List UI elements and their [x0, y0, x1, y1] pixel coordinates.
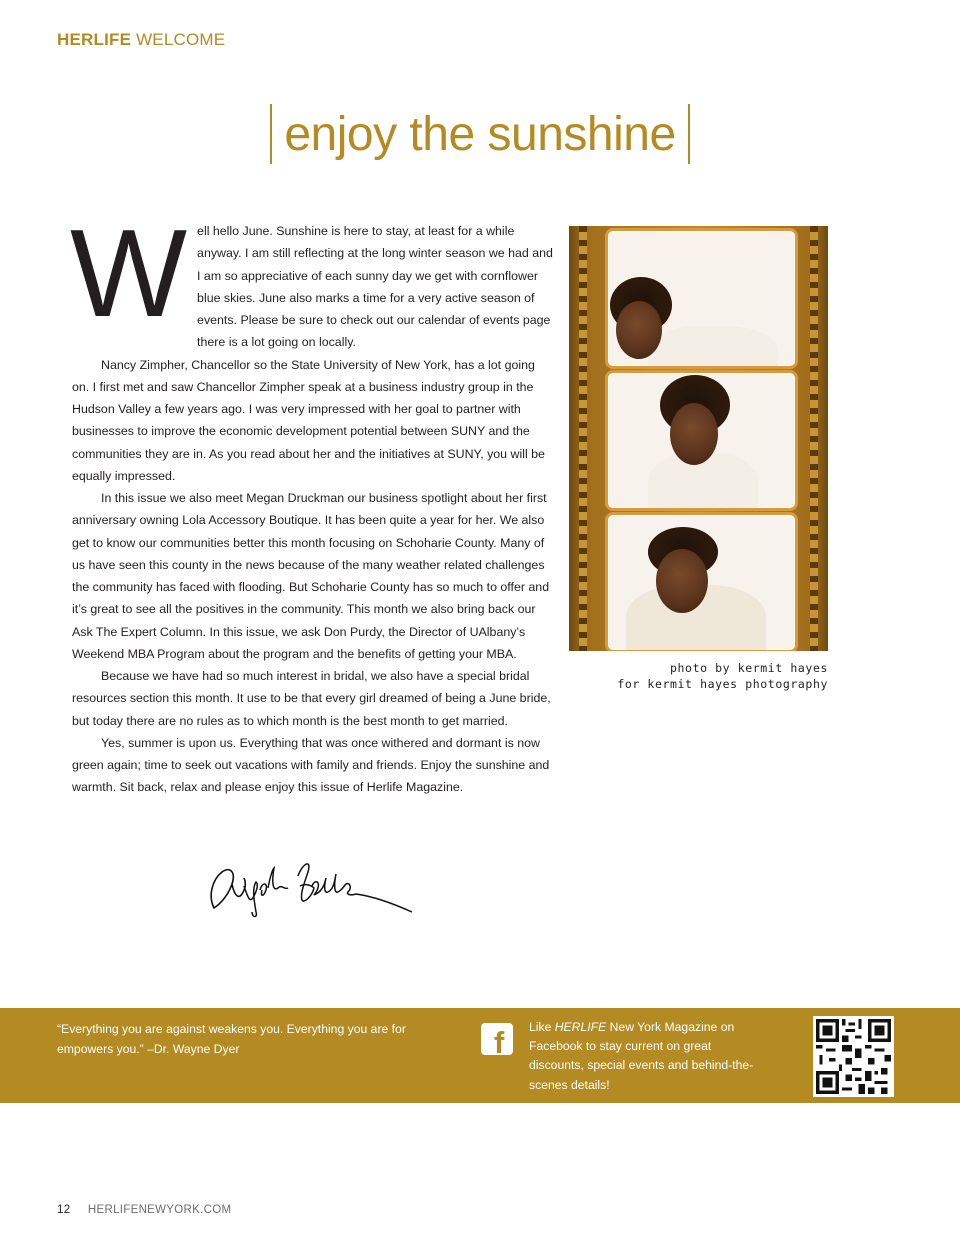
photo-credit-line-2: for kermit hayes photography [617, 677, 828, 691]
editor-letter [70, 205, 555, 799]
section-tag [57, 30, 225, 50]
handwritten-signature [200, 838, 420, 923]
page-footer [57, 1204, 231, 1216]
letter-paragraph-3: In this issue we also meet Megan Druckman our business spotlight about her first anniversary owning Lola Accessory Boutique. It has been quite a year for her. We also get to know our communities better this month focusing on Schoharie County. Many of us have seen this county in the news because of the many weather related challenges the community has faced with flooding. But Schoharie County has so much to offer and it’s great to see all the positives in the community. This month we also bring back our Ask The Expert Column. In this issue, we ask Don Purdy, the Director of UAlbany’s Weekend MBA Program about the program and the benefits of getting your MBA. [72, 491, 550, 661]
film-perforations-right [810, 226, 818, 651]
footer-banner [0, 1008, 960, 1103]
letter-paragraph-2: Nancy Zimpher, Chancellor so the State University of New York, has a lot going on. I first met and saw Chancellor Zimpher speak at a business industry group in the Hudson Valley a few years ago. I was very impressed with her goal to partner with businesses to improve the economic development potential between SUNY and the communities they are in. As you read about her and the initiatives at SUNY, you will be equally impressed. [72, 357, 545, 483]
facebook-promo-prefix: Like [529, 1020, 555, 1034]
photo-frame-2 [605, 370, 798, 511]
photo-credit-line-1: photo by kermit hayes [670, 661, 828, 675]
facebook-icon[interactable] [481, 1023, 513, 1055]
page-title-wrap [0, 104, 960, 164]
letter-paragraph-5: Yes, summer is upon us. Everything that was once withered and dormant is now green again; time to seek out vacations with family and friends. Enjoy the sunshine and warmth. Sit back, relax and please enjoy this issue of Herlife Magazine. [72, 735, 550, 795]
drop-cap: W [70, 205, 188, 343]
facebook-promo-brand: HERLIFE [554, 1020, 607, 1034]
photo-frame-1 [605, 228, 798, 369]
facebook-icon-glyph: f [494, 1025, 505, 1055]
qr-code-icon[interactable] [813, 1016, 894, 1097]
photo-frame-3 [605, 512, 798, 651]
film-perforations-left [579, 226, 587, 651]
facebook-promo-text [529, 1018, 759, 1095]
section-name: WELCOME [136, 30, 226, 49]
letter-paragraph-1 [70, 205, 555, 354]
page-title: enjoy the sunshine [270, 104, 689, 164]
site-url: HERLIFENEWYORK.COM [87, 1204, 232, 1216]
photo-credit [617, 660, 828, 692]
inspirational-quote: “Everything you are against weakens you. Everything you are for empowers you.” –Dr. Wayne Dyer [57, 1022, 406, 1056]
brand-name: HERLIFE [57, 30, 132, 49]
photo-strip-image [569, 226, 828, 651]
facebook-promo-suffix: New York Magazine on Facebook to stay current on great discounts, special events and behind-the-scenes details! [529, 1020, 754, 1092]
letter-paragraph-4: Because we have had so much interest in bridal, we also have a special bridal resources section this month. It use to be that every girl dreamed of being a June bride, but today there are no rules as to which month is the best month to get married. [72, 669, 551, 728]
page-number: 12 [57, 1204, 71, 1216]
letter-paragraph-1-text: ell hello June. Sunshine is here to stay, at least for a while anyway. I am still reflecting at the long winter season we had and I am so appreciative of each sunny day we get with cornflower blue skies. June also marks a time for a very active season of events. Please be sure to check out our calendar of events page there is a lot going on locally. [197, 224, 553, 350]
